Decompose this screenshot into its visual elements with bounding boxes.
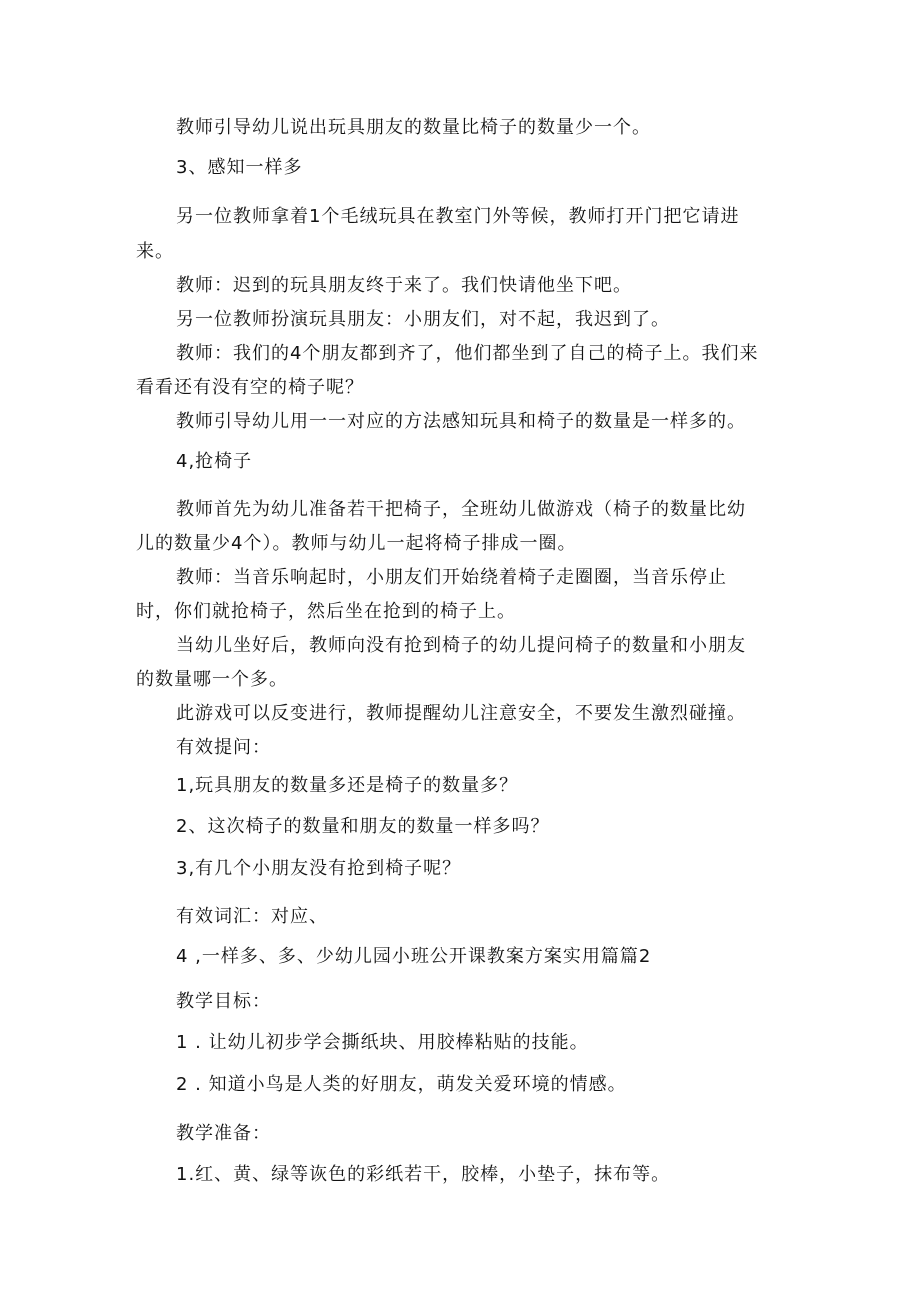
subheading: 教学目标：	[176, 991, 271, 1012]
list-item: 2、这次椅子的数量和朋友的数量一样多吗？	[176, 816, 550, 837]
list-item: 3,有几个小朋友没有抢到椅子呢？	[176, 858, 462, 879]
subheading: 教学准备：	[176, 1123, 271, 1144]
list-item: 1.红、黄、绿等诙色的彩纸若干，胶棒，小垫子，抹布等。	[176, 1164, 671, 1185]
paragraph-line: 教师引导幼儿用一一对应的方法感知玩具和椅子的数量是一样多的。	[176, 411, 746, 432]
paragraph-line: 另一位教师扮演玩具朋友：小朋友们，对不起，我迟到了。	[176, 309, 670, 330]
paragraph-line: 看看还有没有空的椅子呢？	[136, 377, 364, 398]
paragraph-line: 此游戏可以反变进行，教师提醒幼儿注意安全，不要发生激烈碰撞。	[176, 703, 746, 724]
paragraph-line: 儿的数量少4个）。教师与幼儿一起将椅子排成一圈。	[136, 533, 577, 554]
list-item: 1,玩具朋友的数量多还是椅子的数量多？	[176, 775, 519, 796]
section-heading: 3、感知一样多	[176, 157, 303, 178]
section-heading: 4 ,一样多、多、少幼儿园小班公开课教案方案实用篇篇2	[176, 946, 652, 967]
paragraph-line: 教师：当音乐响起时，小朋友们开始绕着椅子走圈圈，当音乐停止	[176, 567, 727, 588]
subheading: 有效词汇：对应、	[176, 906, 328, 927]
subheading: 有效提问：	[176, 737, 271, 758]
paragraph-line: 教师：迟到的玩具朋友终于来了。我们快请他坐下吧。	[176, 275, 632, 296]
paragraph-line: 另一位教师拿着1个毛绒玩具在教室门外等候，教师打开门把它请进	[176, 206, 740, 227]
list-item: 1 . 让幼儿初步学会撕纸块、用胶棒粘贴的技能。	[176, 1032, 589, 1053]
list-item: 2 . 知道小鸟是人类的好朋友，萌发关爱环境的情感。	[176, 1074, 627, 1095]
paragraph-line: 教师引导幼儿说出玩具朋友的数量比椅子的数量少一个。	[176, 117, 651, 138]
paragraph-line: 时，你们就抢椅子，然后坐在抢到的椅子上。	[136, 601, 516, 622]
paragraph-line: 当幼儿坐好后，教师向没有抢到椅子的幼儿提问椅子的数量和小朋友	[176, 635, 746, 656]
section-heading: 4,抢椅子	[176, 451, 253, 472]
paragraph-line: 的数量哪一个多。	[136, 669, 288, 690]
paragraph-line: 教师：我们的4个朋友都到齐了，他们都坐到了自己的椅子上。我们来	[176, 343, 759, 364]
paragraph-line: 教师首先为幼儿准备若干把椅子，全班幼儿做游戏（椅子的数量比幼	[176, 499, 746, 520]
paragraph-line: 来。	[136, 241, 174, 262]
